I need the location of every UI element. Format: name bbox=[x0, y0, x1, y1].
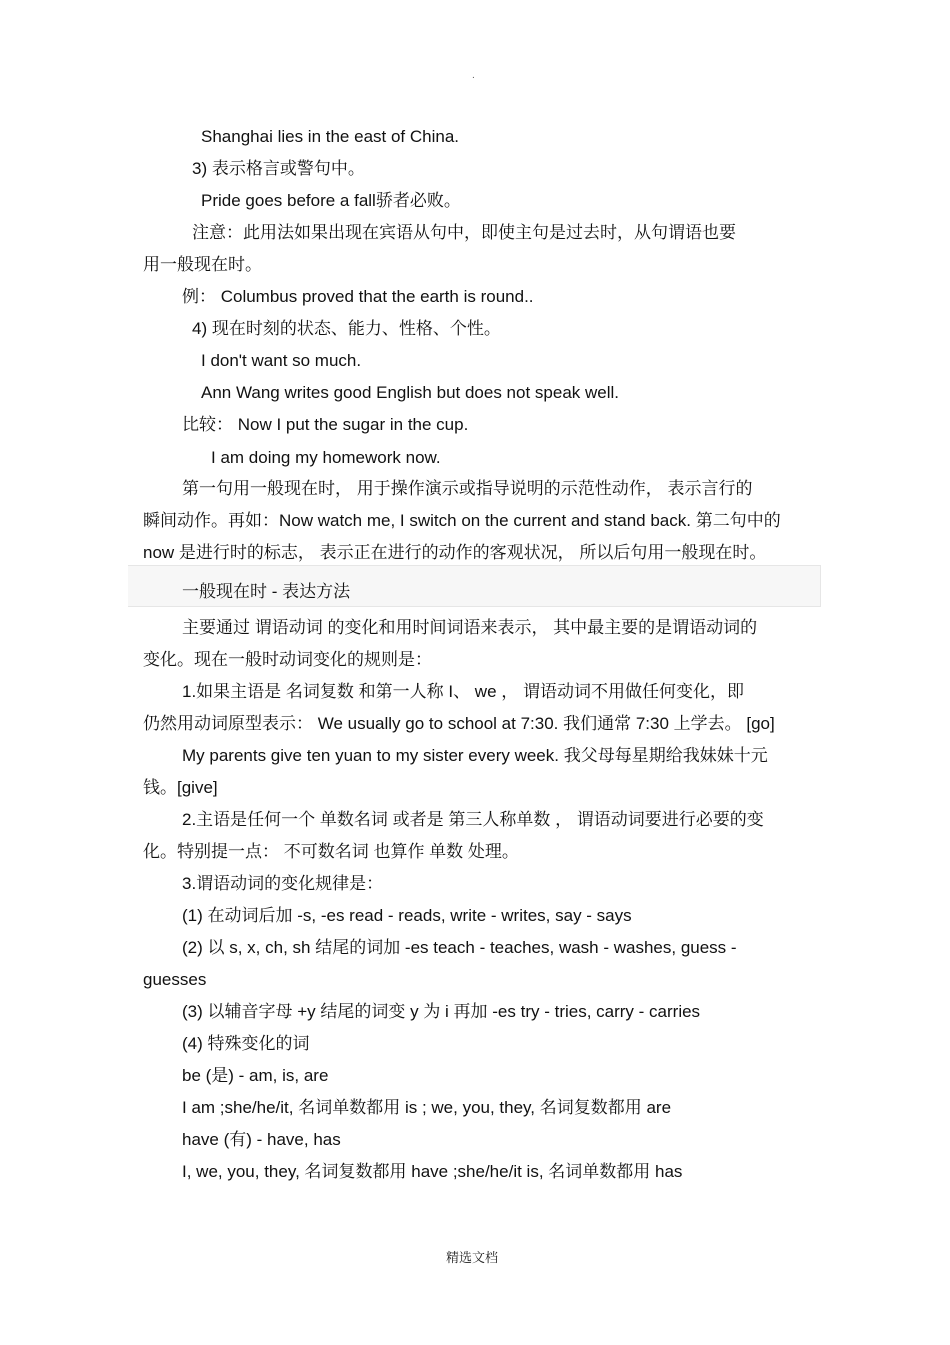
text-line: now 是进行时的标志， 表示正在进行的动作的客观状况， 所以后句用一般现在时。 bbox=[143, 543, 767, 562]
text-line: I am ;she/he/it, 名词单数都用 is ; we, you, they, 名词复数都用 are bbox=[182, 1098, 672, 1117]
text-line: 主要通过 谓语动词 的变化和用时间词语来表示， 其中最主要的是谓语动词的 bbox=[182, 618, 758, 637]
text-line: 用一般现在时。 bbox=[143, 255, 262, 274]
text-line: 例： Columbus proved that the earth is round.. bbox=[182, 287, 534, 306]
text-line: I don't want so much. bbox=[201, 351, 362, 370]
text-line: 3) 表示格言或警句中。 bbox=[192, 159, 365, 178]
text-line: Shanghai lies in the east of China. bbox=[201, 127, 460, 146]
page-footer: 精选文档 bbox=[446, 1250, 499, 1265]
text-line: 2.主语是任何一个 单数名词 或者是 第三人称单数 ， 谓语动词要进行必要的变 bbox=[182, 810, 764, 829]
text-line: 3.谓语动词的变化规律是： bbox=[182, 874, 384, 893]
text-line: (2) 以 s, x, ch, sh 结尾的词加 -es teach - teaches, wash - washes, guess - bbox=[182, 938, 737, 957]
text-line: 钱。[give] bbox=[143, 778, 218, 797]
text-line: 注意：此用法如果出现在宾语从句中，即使主句是过去时，从句谓语也要 bbox=[192, 223, 736, 242]
text-line: 1.如果主语是 名词复数 和第一人称 I、 we ， 谓语动词不用做任何变化，即 bbox=[182, 682, 744, 701]
text-line: My parents give ten yuan to my sister every week. 我父母每星期给我妹妹十元 bbox=[182, 746, 768, 765]
text-line: 仍然用动词原型表示： We usually go to school at 7:30. 我们通常 7:30 上学去。 [go] bbox=[143, 714, 775, 733]
text-line: Pride goes before a fall骄者必败。 bbox=[201, 191, 461, 210]
text-line: 化。特别提一点： 不可数名词 也算作 单数 处理。 bbox=[143, 842, 519, 861]
text-line: 瞬间动作。再如：Now watch me, I switch on the current and stand back. 第二句中的 bbox=[143, 511, 781, 530]
text-line: (3) 以辅音字母 +y 结尾的词变 y 为 i 再加 -es try - tries, carry - carries bbox=[182, 1002, 701, 1021]
text-line: have (有) - have, has bbox=[182, 1130, 341, 1149]
text-line: guesses bbox=[143, 970, 207, 989]
text-line: 4) 现在时刻的状态、能力、性格、个性。 bbox=[192, 319, 501, 338]
text-line: (1) 在动词后加 -s, -es read - reads, write - writes, say - says bbox=[182, 906, 632, 925]
text-line: Ann Wang writes good English but does not speak well. bbox=[201, 383, 620, 402]
text-line: 比较： Now I put the sugar in the cup. bbox=[182, 415, 469, 434]
text-line: (4) 特殊变化的词 bbox=[182, 1034, 310, 1053]
text-line: I, we, you, they, 名词复数都用 have ;she/he/it is, 名词单数都用 has bbox=[182, 1162, 683, 1181]
text-line: 变化。现在一般时动词变化的规则是： bbox=[143, 650, 432, 669]
text-line: I am doing my homework now. bbox=[211, 448, 441, 467]
header-mark: . bbox=[472, 70, 475, 81]
text-line: 第一句用一般现在时， 用于操作演示或指导说明的示范性动作， 表示言行的 bbox=[182, 479, 753, 498]
section-heading: 一般现在时 - 表达方法 bbox=[182, 582, 351, 601]
text-line: be (是) - am, is, are bbox=[182, 1066, 329, 1085]
